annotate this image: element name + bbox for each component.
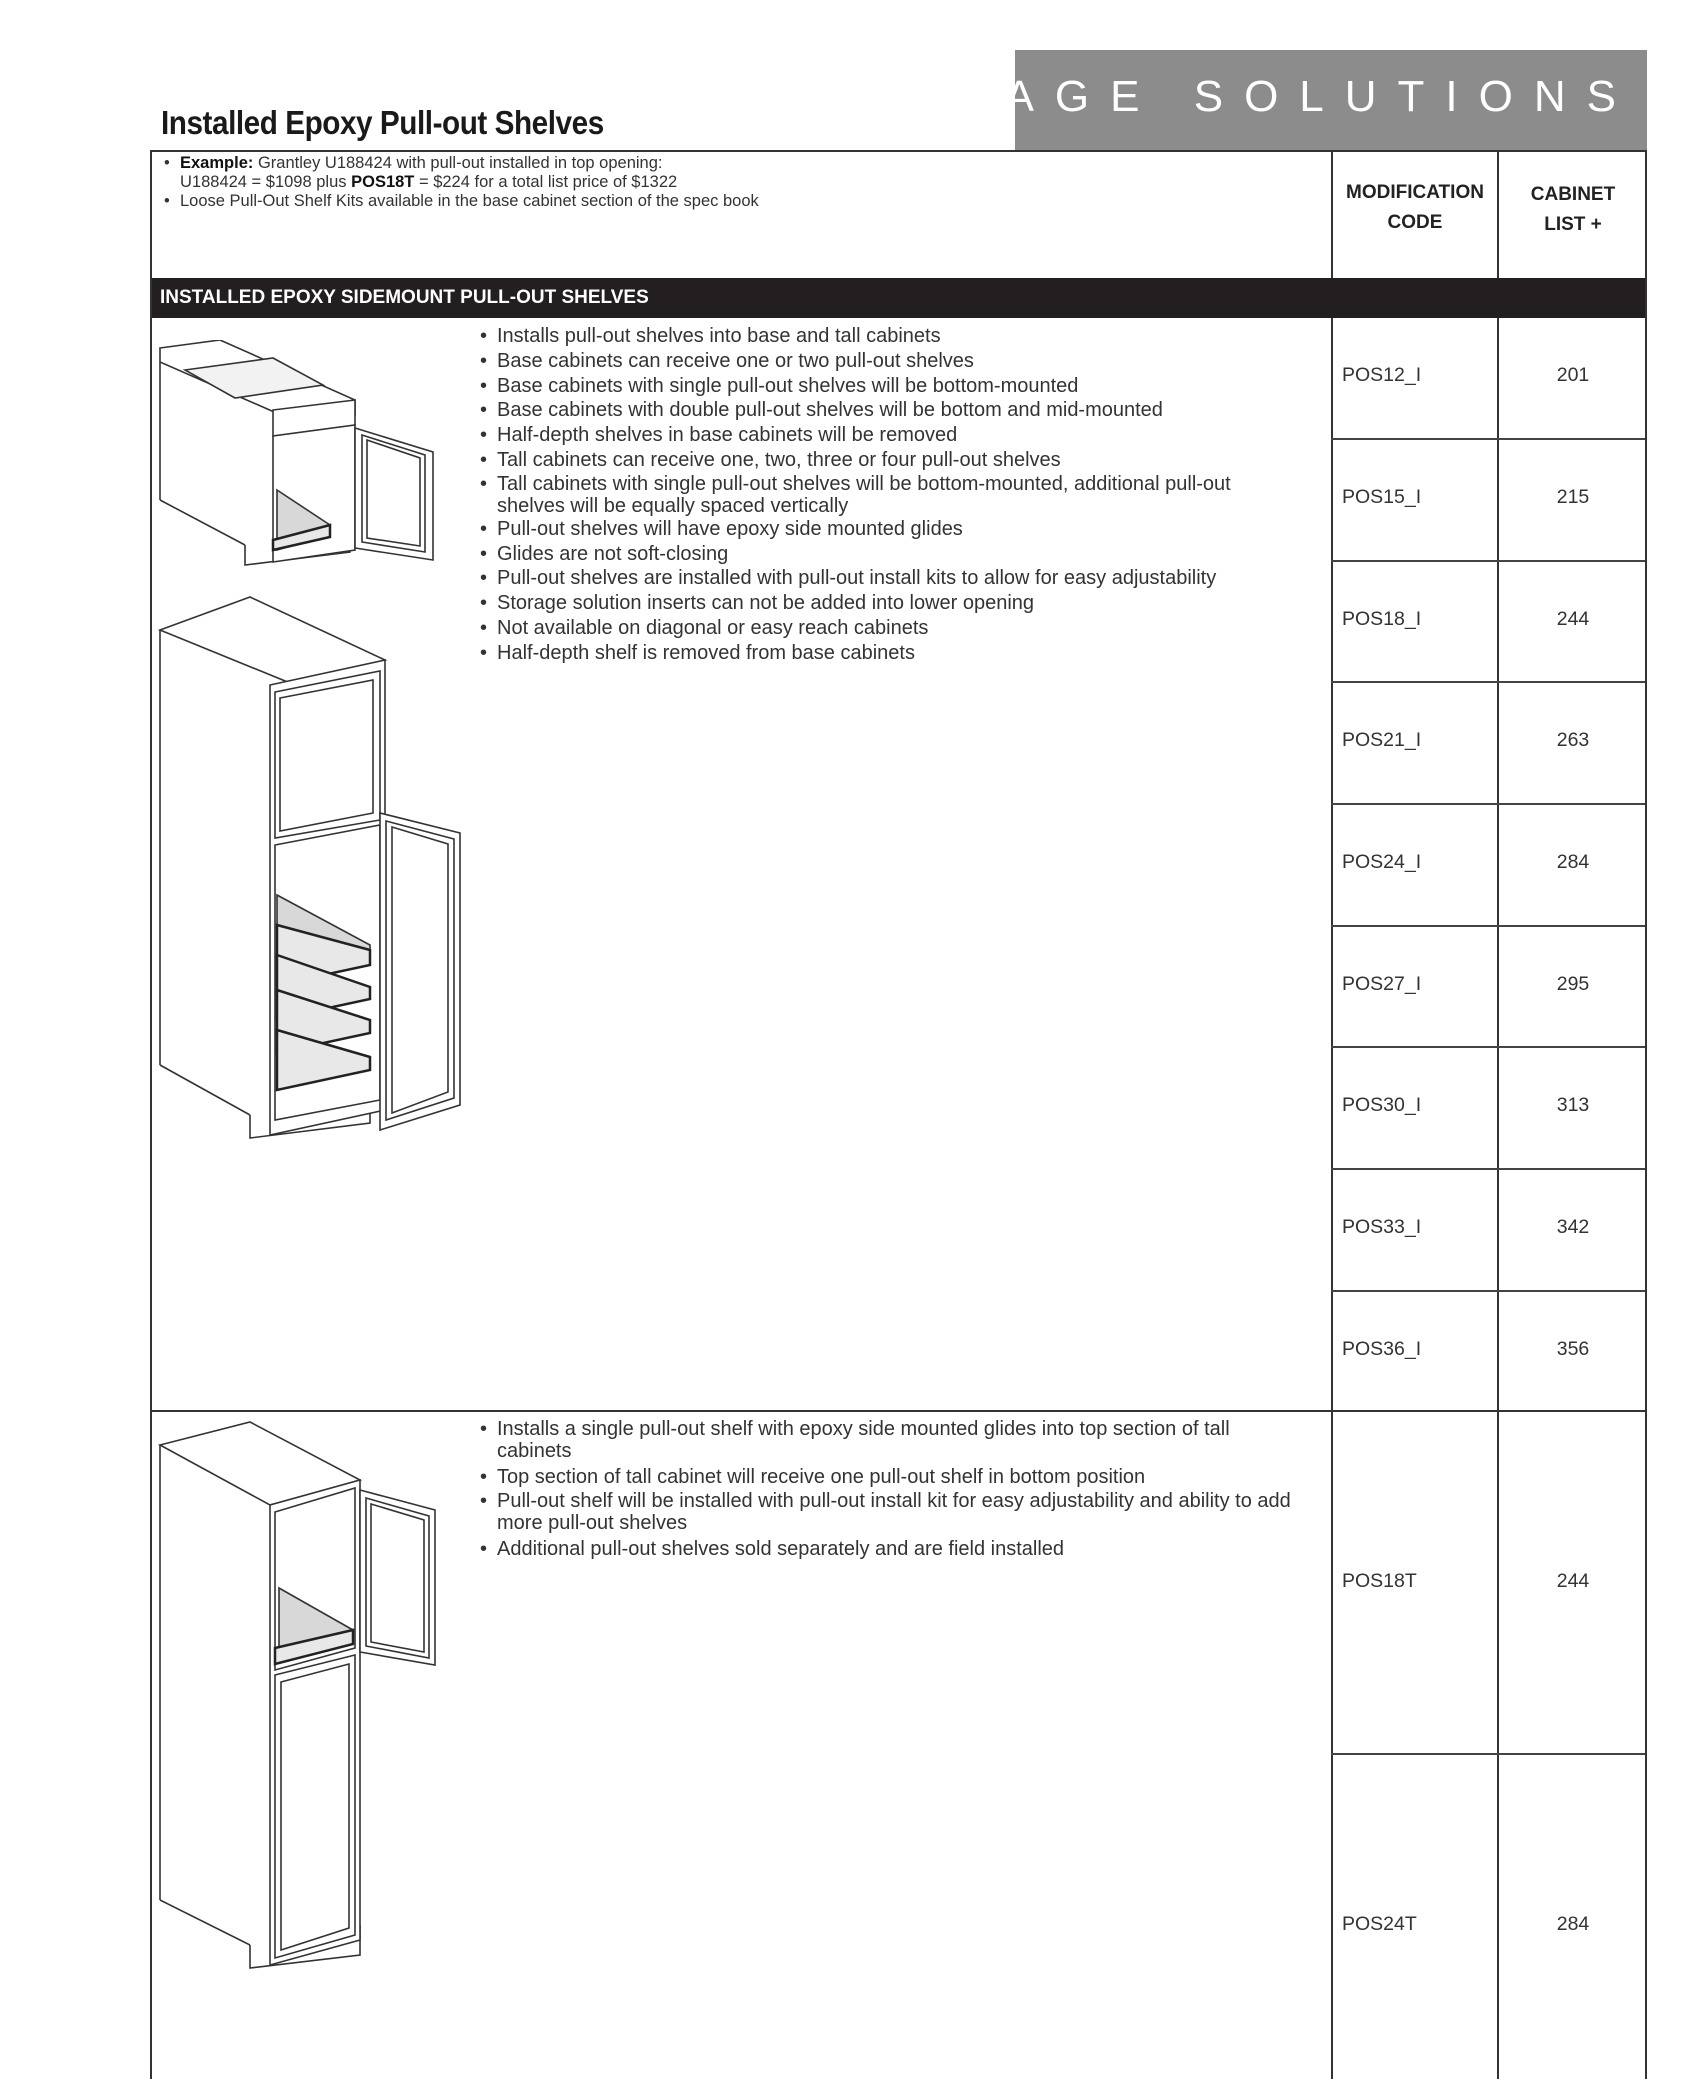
price-cell: 342: [1556, 1216, 1590, 1238]
row-divider: [1331, 1753, 1645, 1755]
list-item: • Additional pull-out shelves sold separately and are field installed: [478, 1537, 1298, 1562]
price-cell: 263: [1556, 729, 1590, 751]
mod-code-cell: POS30_I: [1342, 1094, 1422, 1116]
mod-code-cell: POS21_I: [1342, 729, 1422, 751]
mod-header-line2: CODE: [1387, 212, 1443, 233]
price-cell: 244: [1556, 608, 1590, 630]
example-line2-b: = $224 for a total list price of $1322: [414, 173, 678, 191]
row-divider: [1331, 803, 1645, 805]
list-item: • Top section of tall cabinet will receive one pull-out shelf in bottom position: [478, 1465, 1298, 1490]
price-cell: 356: [1556, 1338, 1590, 1360]
mod-header-line1: MODIFICATION: [1346, 182, 1484, 203]
mod-code-cell: POS15_I: [1342, 486, 1422, 508]
price-cell: 313: [1556, 1094, 1590, 1116]
list-item: • Pull-out shelf will be installed with pull-out install kit for easy adjustability and ability to add more pull-out shelves: [478, 1490, 1298, 1534]
row-divider: [1331, 1168, 1645, 1170]
price-cell: 201: [1556, 364, 1590, 386]
list-item: • Storage solution inserts can not be added into lower opening: [478, 591, 1298, 616]
list-item: • Installs pull-out shelves into base and tall cabinets: [478, 324, 1298, 349]
page-title: Installed Epoxy Pull-out Shelves: [161, 104, 604, 141]
group2-bullets: [478, 1418, 1298, 1562]
price-cell: 295: [1556, 973, 1590, 995]
list-item: • Pull-out shelves will have epoxy side mounted glides: [478, 517, 1298, 542]
row-divider: [1331, 681, 1645, 683]
column-divider: [1331, 152, 1333, 2079]
tall-cabinet-top-pullout-illustration: [155, 1420, 455, 1975]
mod-code-cell: POS18T: [1342, 1570, 1417, 1592]
group1-bullets: [478, 324, 1298, 666]
example-label: Example:: [180, 154, 254, 172]
mod-code-cell: POS33_I: [1342, 1216, 1422, 1238]
tall-cabinet-pullout-illustration: [155, 595, 475, 1145]
price-cell: 284: [1556, 851, 1590, 873]
list-item: • Glides are not soft-closing: [478, 542, 1298, 567]
price-cell: 215: [1556, 486, 1590, 508]
row-divider: [1331, 438, 1645, 440]
example-code: POS18T: [351, 173, 415, 191]
cabinet-list-header: [1499, 180, 1647, 240]
row-divider: [1331, 1290, 1645, 1292]
section-title: INSTALLED EPOXY SIDEMOUNT PULL-OUT SHELVES: [160, 287, 649, 308]
banner-text: STORAGE SOLUTIONS: [799, 72, 1637, 121]
group-divider: [152, 1410, 1645, 1412]
list-item: • Tall cabinets with single pull-out shelves will be bottom-mounted, additional pull-out shelves will be equally spaced vertically: [478, 473, 1298, 517]
example-line1: Grantley U188424 with pull-out installed in top opening:: [253, 154, 663, 172]
list-item: • Half-depth shelf is removed from base cabinets: [478, 641, 1298, 666]
list-item: • Tall cabinets can receive one, two, three or four pull-out shelves: [478, 448, 1298, 473]
base-cabinet-pullout-illustration: [155, 340, 445, 585]
list-item: • Pull-out shelves are installed with pull-out install kits to allow for easy adjustability: [478, 566, 1298, 591]
notes-block: [162, 154, 1312, 211]
mod-code-cell: POS12_I: [1342, 364, 1422, 386]
example-line2-a: U188424 = $1098 plus: [180, 173, 352, 191]
mod-code-cell: POS24_I: [1342, 851, 1422, 873]
mod-code-cell: POS36_I: [1342, 1338, 1422, 1360]
list-item: • Installs a single pull-out shelf with epoxy side mounted glides into top section of tall cabinets: [478, 1418, 1298, 1462]
list-item: • Base cabinets with double pull-out shelves will be bottom and mid-mounted: [478, 398, 1298, 423]
list-header-line2: LIST +: [1544, 214, 1602, 235]
list-item: • Not available on diagonal or easy reach cabinets: [478, 616, 1298, 641]
modification-code-header: [1333, 178, 1497, 238]
list-item: • Base cabinets can receive one or two pull-out shelves: [478, 349, 1298, 374]
row-divider: [1331, 1046, 1645, 1048]
mod-code-cell: POS24T: [1342, 1913, 1417, 1935]
storage-solutions-banner: [799, 50, 1647, 150]
list-item: • Half-depth shelves in base cabinets will be removed: [478, 423, 1298, 448]
list-header-line1: CABINET: [1530, 184, 1616, 205]
section-header-bar: [152, 278, 1645, 318]
mod-code-cell: POS27_I: [1342, 973, 1422, 995]
price-cell: 284: [1556, 1913, 1590, 1935]
list-item: • Base cabinets with single pull-out shelves will be bottom-mounted: [478, 374, 1298, 399]
row-divider: [1331, 925, 1645, 927]
note-example: [162, 154, 1312, 192]
note-loose-kits: • Loose Pull-Out Shelf Kits available in the base cabinet section of the spec book: [162, 192, 1312, 211]
mod-code-cell: POS18_I: [1342, 608, 1422, 630]
row-divider: [1331, 560, 1645, 562]
price-cell: 244: [1556, 1570, 1590, 1592]
